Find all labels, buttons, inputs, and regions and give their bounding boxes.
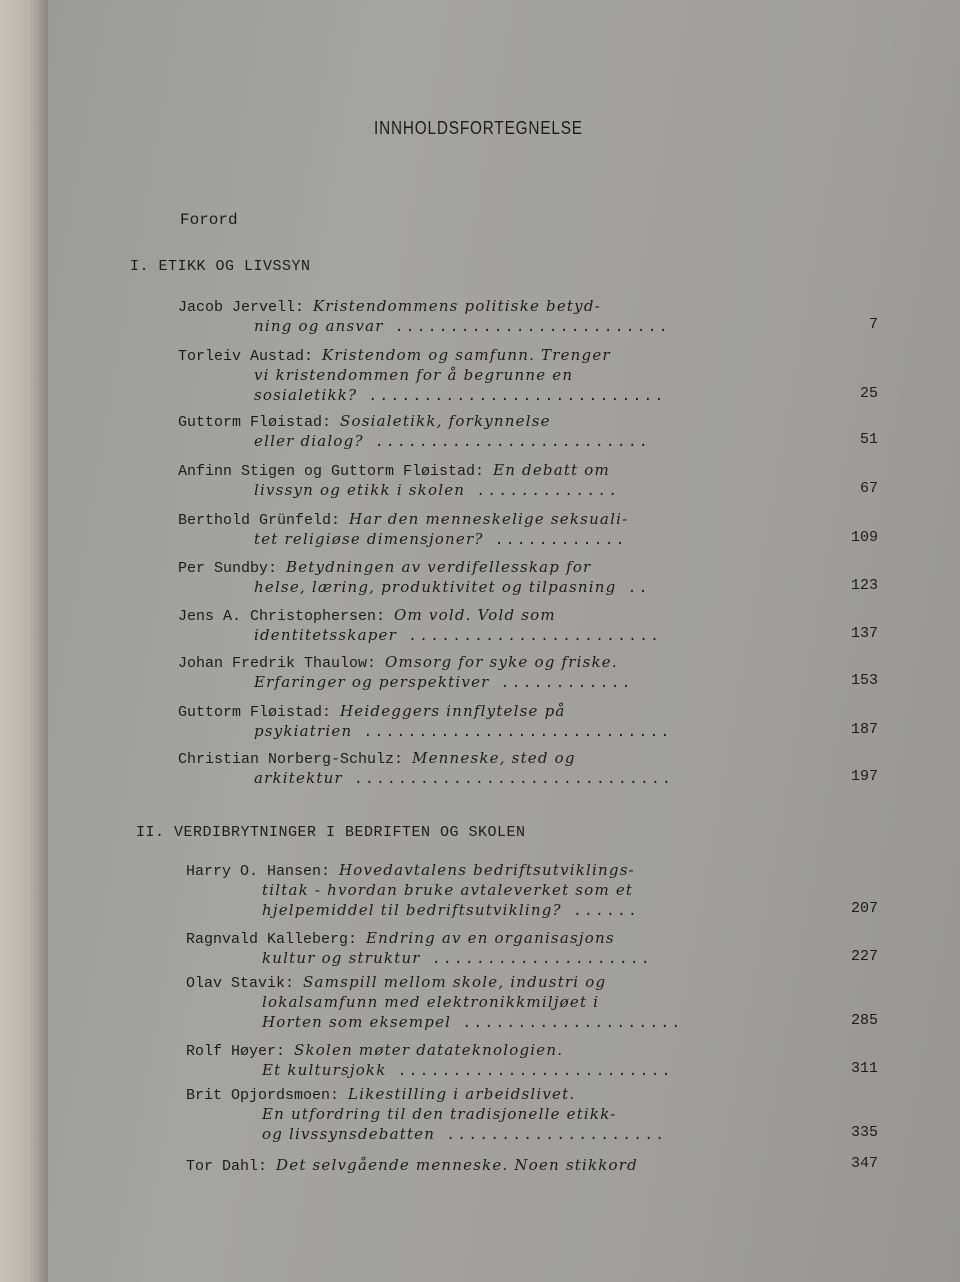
page-title: INNHOLDSFORTEGNELSE bbox=[374, 118, 583, 138]
toc-entry bbox=[178, 652, 633, 692]
book-page bbox=[48, 0, 960, 1282]
toc-entry-line bbox=[178, 721, 671, 741]
entry-author: Guttorm Fløistad: bbox=[178, 414, 341, 431]
dot-leader: ............ bbox=[489, 675, 633, 692]
entry-title: lokalsamfunn med elektronikkmiljøet i bbox=[262, 993, 600, 1011]
toc-entry-line bbox=[178, 768, 673, 788]
entry-author: Johan Fredrik Thaulow: bbox=[178, 655, 386, 672]
toc-entry-line bbox=[178, 431, 650, 451]
toc-entry bbox=[186, 928, 652, 968]
entry-title: Menneske, sted og bbox=[412, 749, 576, 767]
entry-author: Tor Dahl: bbox=[186, 1158, 277, 1175]
entry-title: Om vold. Vold som bbox=[394, 606, 556, 624]
toc-entry-line bbox=[178, 577, 649, 597]
entry-title: Et kultursjokk bbox=[262, 1061, 387, 1079]
entry-title: tet religiøse dimensjoner? bbox=[254, 530, 484, 548]
toc-entry bbox=[178, 296, 670, 336]
entry-title: psykiatrien bbox=[254, 722, 353, 740]
book-binding bbox=[0, 0, 48, 1282]
entry-title: Endring av en organisasjons bbox=[366, 929, 615, 947]
entry-title: og livssynsdebatten bbox=[262, 1125, 436, 1143]
page-number: 197 bbox=[850, 768, 878, 785]
toc-entry bbox=[186, 1084, 666, 1144]
toc-entry-line bbox=[178, 365, 665, 385]
toc-entry bbox=[178, 509, 628, 549]
entry-title: Betydningen av verdifellesskap for bbox=[286, 558, 592, 576]
entry-title: Heideggers innflytelse på bbox=[340, 702, 566, 720]
page-number: 227 bbox=[850, 948, 878, 965]
toc-entry bbox=[186, 1155, 638, 1175]
entry-author: Jacob Jervell: bbox=[178, 299, 314, 316]
entry-title: Omsorg for syke og friske. bbox=[385, 653, 618, 671]
toc-entry-line bbox=[178, 460, 619, 480]
toc-entry-line bbox=[186, 972, 682, 992]
toc-entry-line bbox=[178, 529, 628, 549]
page-number: 7 bbox=[868, 316, 878, 333]
entry-title: identitetsskaper bbox=[254, 626, 397, 644]
dot-leader: ...... bbox=[561, 903, 639, 920]
entry-title: Likestilling i arbeidslivet. bbox=[348, 1085, 576, 1103]
toc-entry-line bbox=[178, 316, 670, 336]
dot-leader: ......................... bbox=[383, 319, 670, 336]
entry-title: sosialetikk? bbox=[254, 386, 358, 404]
entry-author: Anfinn Stigen og Guttorm Fløistad: bbox=[178, 463, 494, 480]
toc-entry bbox=[186, 1040, 673, 1080]
page-number: 153 bbox=[850, 672, 878, 689]
entry-title: Horten som eksempel bbox=[262, 1013, 452, 1031]
page-number: 137 bbox=[850, 625, 878, 642]
entry-author: Christian Norberg-Schulz: bbox=[178, 751, 413, 768]
toc-entry bbox=[178, 748, 673, 788]
entry-title: Samspill mellom skole, industri og bbox=[303, 973, 607, 991]
toc-entry-line bbox=[186, 880, 639, 900]
entry-title: En debatt om bbox=[493, 461, 610, 479]
toc-entry-line bbox=[186, 860, 639, 880]
dot-leader: ............................. bbox=[342, 771, 673, 788]
toc-entry-line bbox=[178, 385, 665, 405]
toc-entry-line bbox=[178, 411, 650, 431]
page-number: 207 bbox=[850, 900, 878, 917]
toc-entry-line bbox=[178, 625, 661, 645]
entry-title: En utfordring til den tradisjonelle etikk- bbox=[262, 1105, 617, 1123]
entry-title: eller dialog? bbox=[254, 432, 364, 450]
entry-author: Per Sundby: bbox=[178, 560, 287, 577]
entry-author: Jens A. Christophersen: bbox=[178, 608, 395, 625]
entry-title: tiltak - hvordan bruke avtaleverket som et bbox=[262, 881, 634, 899]
page-number: 285 bbox=[850, 1012, 878, 1029]
page-number: 335 bbox=[850, 1124, 878, 1141]
entry-title: kultur og struktur bbox=[262, 949, 421, 967]
toc-entry bbox=[178, 701, 671, 741]
dot-leader: ......................... bbox=[386, 1063, 673, 1080]
toc-entry bbox=[178, 411, 650, 451]
entry-title: Har den menneskelige seksuali- bbox=[349, 510, 629, 528]
toc-entry-line bbox=[186, 992, 682, 1012]
entry-title: Skolen møter datateknologien. bbox=[294, 1041, 564, 1059]
dot-leader: ......................... bbox=[363, 434, 650, 451]
dot-leader: .................... bbox=[451, 1015, 683, 1032]
toc-entry-line bbox=[178, 296, 670, 316]
entry-title: Hovedavtalens bedriftsutviklings- bbox=[339, 861, 635, 879]
toc-entry-line bbox=[178, 605, 661, 625]
toc-entry-line bbox=[186, 928, 652, 948]
entry-title: Kristendommens politiske betyd- bbox=[313, 297, 601, 315]
page-number: 347 bbox=[850, 1155, 878, 1172]
toc-entry-line bbox=[178, 557, 649, 577]
dot-leader: ............. bbox=[465, 483, 620, 500]
page-number: 187 bbox=[850, 721, 878, 738]
toc-entry-line bbox=[178, 748, 673, 768]
section-heading: I. ETIKK OG LIVSSYN bbox=[130, 258, 311, 275]
toc-entry-line bbox=[186, 948, 652, 968]
toc-entry-line bbox=[186, 1040, 673, 1060]
page-number: 311 bbox=[850, 1060, 878, 1077]
toc-entry bbox=[186, 972, 682, 1032]
entry-title: Sosialetikk, forkynnelse bbox=[340, 412, 551, 430]
entry-title: arkitektur bbox=[254, 769, 343, 787]
toc-entry-line bbox=[186, 1060, 673, 1080]
entry-title: helse, læring, produktivitet og tilpasning bbox=[254, 578, 617, 596]
entry-author: Rolf Høyer: bbox=[186, 1043, 295, 1060]
entry-title: Kristendom og samfunn. Trenger bbox=[322, 346, 611, 364]
dot-leader: ........................... bbox=[357, 388, 666, 405]
toc-entry-line bbox=[186, 1012, 682, 1032]
page-number: 123 bbox=[850, 577, 878, 594]
toc-entry-line bbox=[186, 1124, 666, 1144]
dot-leader: .. bbox=[616, 580, 650, 597]
toc-entry bbox=[178, 460, 619, 500]
entry-author: Ragnvald Kalleberg: bbox=[186, 931, 367, 948]
entry-title: Det selvgående menneske. Noen stikkord bbox=[276, 1156, 638, 1174]
dot-leader: ....................... bbox=[396, 628, 662, 645]
toc-entry bbox=[178, 557, 649, 597]
toc-entry-line bbox=[178, 345, 665, 365]
toc-entry bbox=[186, 860, 639, 920]
toc-entry-line bbox=[186, 900, 639, 920]
toc-entry-line bbox=[186, 1084, 666, 1104]
page-number: 109 bbox=[850, 529, 878, 546]
entry-author: Brit Opjordsmoen: bbox=[186, 1087, 349, 1104]
dot-leader: ............ bbox=[483, 532, 627, 549]
entry-title: Erfaringer og perspektiver bbox=[254, 673, 490, 691]
toc-entry bbox=[178, 345, 665, 405]
dot-leader: .................... bbox=[420, 951, 652, 968]
entry-title: hjelpemiddel til bedriftsutvikling? bbox=[262, 901, 562, 919]
dot-leader: .................... bbox=[435, 1127, 667, 1144]
page-number: 25 bbox=[859, 385, 878, 402]
entry-author: Torleiv Austad: bbox=[178, 348, 323, 365]
toc-entry bbox=[178, 605, 661, 645]
section-heading: II. VERDIBRYTNINGER I BEDRIFTEN OG SKOLEN bbox=[136, 824, 526, 841]
toc-entry-line bbox=[178, 509, 628, 529]
toc-entry-line bbox=[186, 1155, 638, 1175]
toc-entry-line bbox=[186, 1104, 666, 1124]
forord-entry: Forord bbox=[180, 211, 238, 229]
page-number: 51 bbox=[859, 431, 878, 448]
entry-title: ning og ansvar bbox=[254, 317, 384, 335]
dot-leader: ............................ bbox=[352, 724, 672, 741]
entry-author: Berthold Grünfeld: bbox=[178, 512, 350, 529]
toc-entry-line bbox=[178, 701, 671, 721]
entry-author: Olav Stavik: bbox=[186, 975, 304, 992]
toc-entry-line bbox=[178, 652, 633, 672]
toc-entry-line bbox=[178, 672, 633, 692]
entry-author: Guttorm Fløistad: bbox=[178, 704, 341, 721]
entry-title: livssyn og etikk i skolen bbox=[254, 481, 466, 499]
entry-author: Harry O. Hansen: bbox=[186, 863, 340, 880]
toc-entry-line bbox=[178, 480, 619, 500]
page-number: 67 bbox=[859, 480, 878, 497]
entry-title: vi kristendommen for å begrunne en bbox=[254, 366, 574, 384]
